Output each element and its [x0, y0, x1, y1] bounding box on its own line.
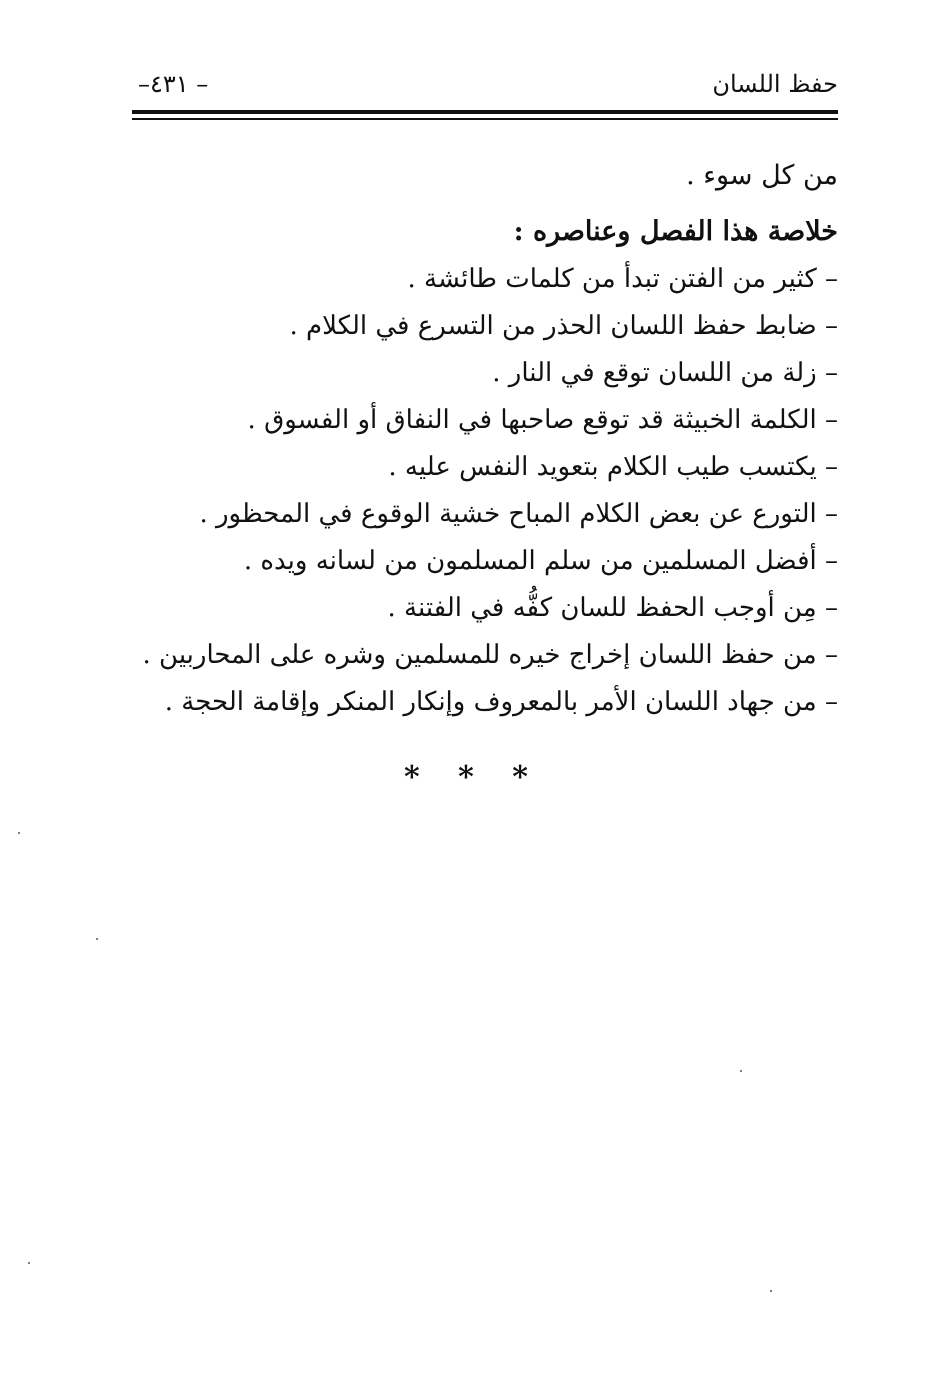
summary-list — [118, 256, 838, 726]
scan-speck — [740, 1070, 742, 1072]
summary-item: – أفضل المسلمين من سلم المسلمون من لسانه ويده . — [243, 546, 838, 576]
continuation-line: من كل سوء . — [686, 160, 838, 191]
summary-item: – يكتسب طيب الكلام بتعويد النفس عليه . — [388, 452, 838, 482]
header-rule-thick — [132, 110, 838, 114]
running-title: حفظ اللسان — [712, 70, 838, 98]
scan-speck — [18, 832, 20, 834]
page-body — [118, 150, 838, 726]
summary-item: – الكلمة الخبيثة قد توقع صاحبها في النفاق أو الفسوق . — [247, 405, 838, 435]
summary-item: – من جهاد اللسان الأمر بالمعروف وإنكار المنكر وإقامة الحجة . — [164, 687, 838, 717]
summary-item: – كثير من الفتن تبدأ من كلمات طائشة . — [407, 264, 838, 294]
summary-item: – ضابط حفظ اللسان الحذر من التسرع في الكلام . — [289, 311, 838, 341]
scan-speck — [770, 1290, 772, 1292]
section-heading: خلاصة هذا الفصل وعناصره : — [513, 216, 838, 247]
scan-speck — [28, 1262, 30, 1264]
page-header — [132, 66, 838, 106]
summary-item: – التورع عن بعض الكلام المباح خشية الوقوع في المحظور . — [199, 499, 838, 529]
page-number: – ٤٣١– — [138, 70, 209, 98]
summary-item: – زلة من اللسان توقع في النار . — [492, 358, 838, 388]
scan-speck — [96, 938, 98, 940]
summary-item: – من حفظ اللسان إخراج خيره للمسلمين وشره على المحاربين . — [142, 640, 838, 670]
header-rule-thin — [132, 118, 838, 120]
summary-item: – مِن أوجب الحفظ للسان كفُّه في الفتنة . — [387, 593, 838, 623]
section-separator: * * * — [404, 760, 542, 795]
